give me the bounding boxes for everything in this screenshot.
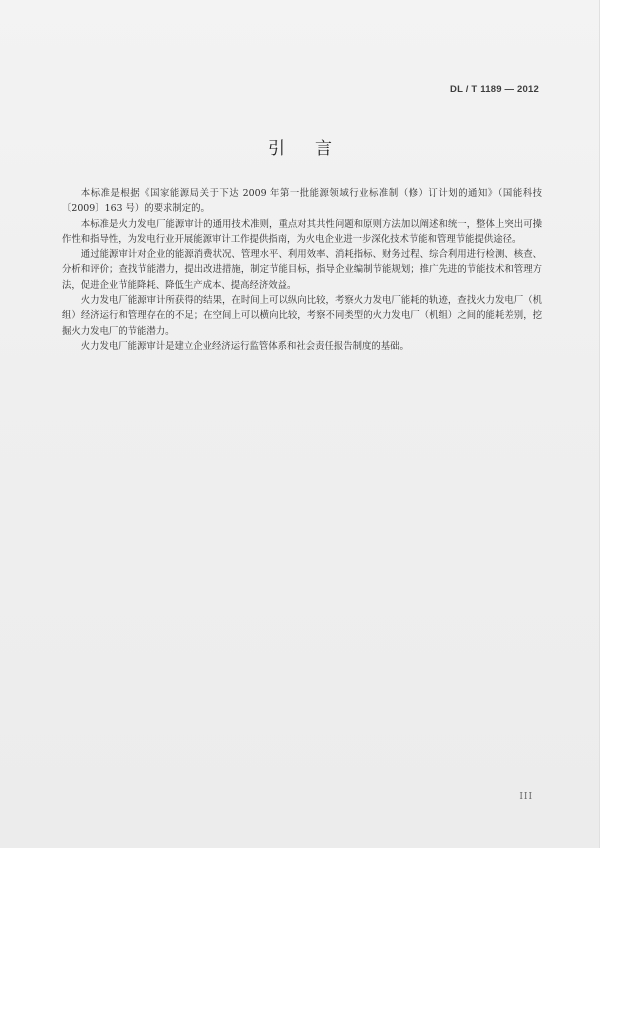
body-text bbox=[62, 186, 542, 354]
paragraph-4: 火力发电厂能源审计所获得的结果，在时间上可以纵向比较，考察火力发电厂能耗的轨迹，查找火力发电厂（机组）经济运行和管理存在的不足；在空间上可以横向比较，考察不同类型的火力发电厂（机组）之间的能耗差别，挖掘火力发电厂的节能潜力。 bbox=[62, 295, 542, 337]
standard-code: DL / T 1189 — 2012 bbox=[450, 84, 539, 95]
paragraph-3: 通过能源审计对企业的能源消费状况、管理水平、利用效率、消耗指标、财务过程、综合利用进行检测、核查、分析和评价；查找节能潜力，提出改进措施，制定节能目标，指导企业编制节能规划；推广先进的节能技术和管理方法，促进企业节能降耗、降低生产成本、提高经济效益。 bbox=[62, 249, 542, 291]
paragraph-1: 本标准是根据《国家能源局关于下达 2009 年第一批能源领域行业标准制（修）订计划的通知》（国能科技〔2009〕163 号）的要求制定的。 bbox=[62, 188, 542, 215]
paragraph-2: 本标准是火力发电厂能源审计的通用技术准则，重点对其共性问题和原则方法加以阐述和统一，整体上突出可操作性和指导性，为发电行业开展能源审计工作提供指南，为火电企业进一步深化技术节能和管理节能提供途径。 bbox=[62, 218, 542, 245]
paragraph-5: 火力发电厂能源审计是建立企业经济运行监管体系和社会责任报告制度的基础。 bbox=[80, 340, 409, 352]
page-title: 引言 bbox=[268, 139, 362, 159]
page-number: III bbox=[519, 792, 533, 802]
